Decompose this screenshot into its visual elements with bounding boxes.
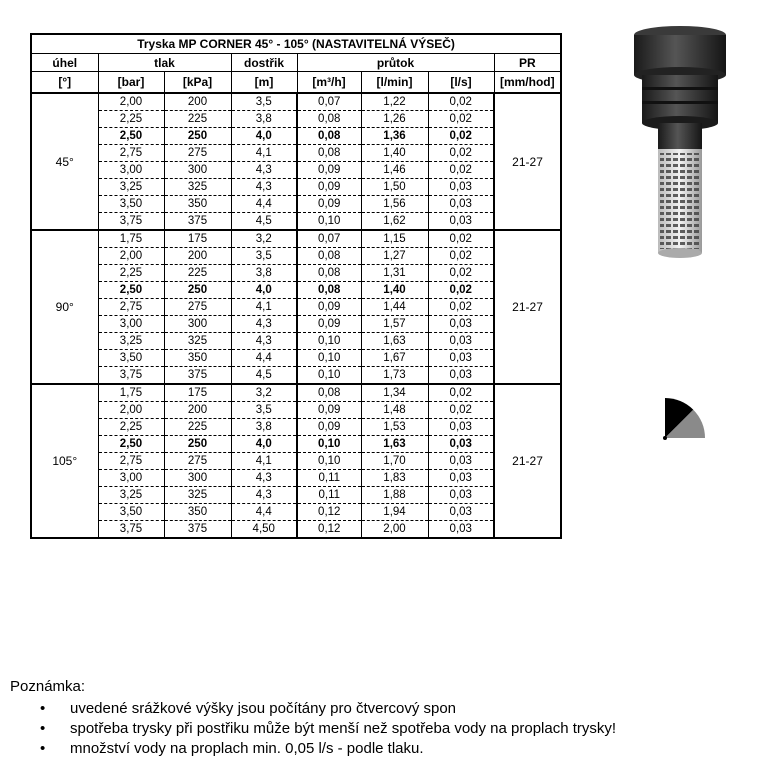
unit-m: [m] bbox=[231, 72, 297, 94]
flow-ls-cell: 0,02 bbox=[428, 111, 494, 128]
range-cell: 4,5 bbox=[231, 367, 297, 385]
table-row bbox=[31, 248, 561, 265]
range-cell: 3,2 bbox=[231, 384, 297, 402]
pressure-kpa-cell: 375 bbox=[164, 367, 231, 385]
note-item: • uvedené srážkové výšky jsou počítány pro čtvercový spon bbox=[10, 699, 616, 719]
flow-lmin-cell: 1,53 bbox=[361, 419, 428, 436]
flow-m3h-cell: 0,09 bbox=[297, 162, 361, 179]
range-cell: 4,1 bbox=[231, 299, 297, 316]
pressure-kpa-cell: 300 bbox=[164, 316, 231, 333]
header-pr: PR bbox=[494, 54, 561, 72]
pressure-bar-cell: 2,00 bbox=[98, 402, 164, 419]
pr-cell: 21-27 bbox=[494, 384, 561, 538]
flow-m3h-cell: 0,11 bbox=[297, 487, 361, 504]
flow-ls-cell: 0,02 bbox=[428, 265, 494, 282]
flow-lmin-cell: 1,15 bbox=[361, 230, 428, 248]
flow-ls-cell: 0,02 bbox=[428, 145, 494, 162]
flow-m3h-cell: 0,10 bbox=[297, 333, 361, 350]
range-cell: 4,0 bbox=[231, 436, 297, 453]
pressure-kpa-cell: 325 bbox=[164, 487, 231, 504]
unit-bar: [bar] bbox=[98, 72, 164, 94]
table-title: Tryska MP CORNER 45° - 105° (NASTAVITELNÁ VÝSEČ) bbox=[31, 34, 561, 54]
header-range: dostřik bbox=[231, 54, 297, 72]
table-row bbox=[31, 299, 561, 316]
flow-lmin-cell: 1,94 bbox=[361, 504, 428, 521]
flow-lmin-cell: 1,34 bbox=[361, 384, 428, 402]
range-cell: 3,8 bbox=[231, 419, 297, 436]
pressure-kpa-cell: 250 bbox=[164, 282, 231, 299]
pressure-bar-cell: 2,00 bbox=[98, 93, 164, 111]
flow-lmin-cell: 1,70 bbox=[361, 453, 428, 470]
range-cell: 4,1 bbox=[231, 453, 297, 470]
table-row bbox=[31, 128, 561, 145]
pressure-bar-cell: 3,75 bbox=[98, 521, 164, 539]
flow-ls-cell: 0,03 bbox=[428, 333, 494, 350]
table-row bbox=[31, 230, 561, 248]
flow-m3h-cell: 0,12 bbox=[297, 504, 361, 521]
pressure-kpa-cell: 200 bbox=[164, 93, 231, 111]
range-cell: 4,1 bbox=[231, 145, 297, 162]
flow-m3h-cell: 0,09 bbox=[297, 196, 361, 213]
angle-cell: 90° bbox=[31, 230, 98, 384]
table-row bbox=[31, 350, 561, 367]
pressure-bar-cell: 2,25 bbox=[98, 111, 164, 128]
flow-ls-cell: 0,03 bbox=[428, 453, 494, 470]
flow-ls-cell: 0,03 bbox=[428, 487, 494, 504]
unit-lmin: [l/min] bbox=[361, 72, 428, 94]
pressure-bar-cell: 2,75 bbox=[98, 453, 164, 470]
range-cell: 3,8 bbox=[231, 111, 297, 128]
pressure-kpa-cell: 225 bbox=[164, 265, 231, 282]
header-flow: průtok bbox=[297, 54, 494, 72]
table-row bbox=[31, 196, 561, 213]
note-item: • spotřeba trysky při postřiku může být menší než spotřeba vody na proplach trysky! bbox=[10, 719, 616, 739]
note-item: • množství vody na proplach min. 0,05 l/s - podle tlaku. bbox=[10, 739, 616, 759]
pressure-kpa-cell: 225 bbox=[164, 419, 231, 436]
flow-m3h-cell: 0,08 bbox=[297, 282, 361, 299]
note-heading: Poznámka: bbox=[10, 678, 86, 695]
pressure-kpa-cell: 325 bbox=[164, 333, 231, 350]
range-cell: 4,3 bbox=[231, 162, 297, 179]
flow-ls-cell: 0,03 bbox=[428, 213, 494, 231]
table-row bbox=[31, 419, 561, 436]
pressure-kpa-cell: 375 bbox=[164, 213, 231, 231]
flow-m3h-cell: 0,08 bbox=[297, 265, 361, 282]
pressure-bar-cell: 3,75 bbox=[98, 367, 164, 385]
flow-ls-cell: 0,02 bbox=[428, 93, 494, 111]
flow-lmin-cell: 1,40 bbox=[361, 282, 428, 299]
flow-lmin-cell: 1,88 bbox=[361, 487, 428, 504]
flow-lmin-cell: 1,83 bbox=[361, 470, 428, 487]
flow-lmin-cell: 1,36 bbox=[361, 128, 428, 145]
pressure-kpa-cell: 275 bbox=[164, 299, 231, 316]
pressure-kpa-cell: 325 bbox=[164, 179, 231, 196]
flow-m3h-cell: 0,08 bbox=[297, 128, 361, 145]
flow-m3h-cell: 0,11 bbox=[297, 470, 361, 487]
pressure-kpa-cell: 300 bbox=[164, 470, 231, 487]
flow-lmin-cell: 1,48 bbox=[361, 402, 428, 419]
flow-lmin-cell: 2,00 bbox=[361, 521, 428, 539]
flow-ls-cell: 0,02 bbox=[428, 230, 494, 248]
flow-m3h-cell: 0,10 bbox=[297, 213, 361, 231]
angle-cell: 45° bbox=[31, 93, 98, 230]
table-row bbox=[31, 282, 561, 299]
pressure-bar-cell: 2,50 bbox=[98, 128, 164, 145]
range-cell: 3,5 bbox=[231, 402, 297, 419]
pressure-kpa-cell: 250 bbox=[164, 128, 231, 145]
table-row bbox=[31, 402, 561, 419]
flow-lmin-cell: 1,63 bbox=[361, 436, 428, 453]
table-row bbox=[31, 162, 561, 179]
pressure-kpa-cell: 350 bbox=[164, 350, 231, 367]
range-cell: 3,8 bbox=[231, 265, 297, 282]
pressure-kpa-cell: 350 bbox=[164, 504, 231, 521]
flow-ls-cell: 0,03 bbox=[428, 367, 494, 385]
nozzle-spec-table bbox=[30, 33, 562, 539]
flow-lmin-cell: 1,26 bbox=[361, 111, 428, 128]
pr-cell: 21-27 bbox=[494, 93, 561, 230]
pressure-bar-cell: 2,75 bbox=[98, 145, 164, 162]
flow-ls-cell: 0,03 bbox=[428, 179, 494, 196]
pressure-bar-cell: 3,00 bbox=[98, 470, 164, 487]
flow-ls-cell: 0,03 bbox=[428, 470, 494, 487]
range-cell: 4,3 bbox=[231, 316, 297, 333]
flow-ls-cell: 0,02 bbox=[428, 162, 494, 179]
flow-ls-cell: 0,03 bbox=[428, 436, 494, 453]
pressure-kpa-cell: 350 bbox=[164, 196, 231, 213]
range-cell: 4,0 bbox=[231, 128, 297, 145]
table-row bbox=[31, 504, 561, 521]
table-row bbox=[31, 145, 561, 162]
range-cell: 3,5 bbox=[231, 93, 297, 111]
flow-m3h-cell: 0,10 bbox=[297, 367, 361, 385]
range-cell: 4,4 bbox=[231, 196, 297, 213]
flow-lmin-cell: 1,27 bbox=[361, 248, 428, 265]
table-row bbox=[31, 487, 561, 504]
pressure-bar-cell: 2,00 bbox=[98, 248, 164, 265]
unit-mmhod: [mm/hod] bbox=[494, 72, 561, 94]
flow-m3h-cell: 0,08 bbox=[297, 384, 361, 402]
pressure-kpa-cell: 200 bbox=[164, 402, 231, 419]
pressure-kpa-cell: 250 bbox=[164, 436, 231, 453]
pressure-kpa-cell: 300 bbox=[164, 162, 231, 179]
flow-lmin-cell: 1,67 bbox=[361, 350, 428, 367]
flow-m3h-cell: 0,07 bbox=[297, 93, 361, 111]
flow-ls-cell: 0,03 bbox=[428, 316, 494, 333]
flow-ls-cell: 0,02 bbox=[428, 248, 494, 265]
range-cell: 3,5 bbox=[231, 248, 297, 265]
pressure-bar-cell: 1,75 bbox=[98, 230, 164, 248]
flow-m3h-cell: 0,10 bbox=[297, 436, 361, 453]
flow-lmin-cell: 1,63 bbox=[361, 333, 428, 350]
pressure-bar-cell: 3,00 bbox=[98, 162, 164, 179]
range-cell: 4,5 bbox=[231, 213, 297, 231]
range-cell: 3,2 bbox=[231, 230, 297, 248]
flow-m3h-cell: 0,10 bbox=[297, 350, 361, 367]
flow-m3h-cell: 0,09 bbox=[297, 419, 361, 436]
pressure-bar-cell: 3,25 bbox=[98, 487, 164, 504]
header-pressure: tlak bbox=[98, 54, 231, 72]
flow-ls-cell: 0,02 bbox=[428, 402, 494, 419]
range-cell: 4,3 bbox=[231, 487, 297, 504]
pressure-bar-cell: 2,50 bbox=[98, 282, 164, 299]
flow-m3h-cell: 0,12 bbox=[297, 521, 361, 539]
pressure-bar-cell: 3,75 bbox=[98, 213, 164, 231]
sprinkler-nozzle-photo-icon bbox=[630, 25, 730, 260]
flow-lmin-cell: 1,50 bbox=[361, 179, 428, 196]
flow-lmin-cell: 1,46 bbox=[361, 162, 428, 179]
pressure-bar-cell: 2,50 bbox=[98, 436, 164, 453]
flow-m3h-cell: 0,10 bbox=[297, 453, 361, 470]
flow-lmin-cell: 1,31 bbox=[361, 265, 428, 282]
table-row bbox=[31, 93, 561, 111]
pressure-bar-cell: 3,25 bbox=[98, 333, 164, 350]
table-row bbox=[31, 333, 561, 350]
flow-m3h-cell: 0,08 bbox=[297, 248, 361, 265]
pressure-bar-cell: 2,75 bbox=[98, 299, 164, 316]
pressure-kpa-cell: 225 bbox=[164, 111, 231, 128]
pressure-bar-cell: 1,75 bbox=[98, 384, 164, 402]
table-row bbox=[31, 470, 561, 487]
flow-ls-cell: 0,03 bbox=[428, 350, 494, 367]
table-row bbox=[31, 179, 561, 196]
range-cell: 4,4 bbox=[231, 350, 297, 367]
flow-lmin-cell: 1,56 bbox=[361, 196, 428, 213]
spray-sector-icon bbox=[655, 395, 715, 445]
table-row bbox=[31, 384, 561, 402]
flow-m3h-cell: 0,09 bbox=[297, 402, 361, 419]
flow-ls-cell: 0,02 bbox=[428, 299, 494, 316]
unit-m3h: [m³/h] bbox=[297, 72, 361, 94]
flow-lmin-cell: 1,62 bbox=[361, 213, 428, 231]
pressure-kpa-cell: 175 bbox=[164, 230, 231, 248]
flow-lmin-cell: 1,73 bbox=[361, 367, 428, 385]
pressure-bar-cell: 3,50 bbox=[98, 504, 164, 521]
table-row bbox=[31, 316, 561, 333]
flow-ls-cell: 0,03 bbox=[428, 419, 494, 436]
flow-m3h-cell: 0,09 bbox=[297, 179, 361, 196]
table-row bbox=[31, 265, 561, 282]
flow-m3h-cell: 0,09 bbox=[297, 299, 361, 316]
note-section bbox=[10, 677, 616, 759]
flow-lmin-cell: 1,22 bbox=[361, 93, 428, 111]
range-cell: 4,3 bbox=[231, 333, 297, 350]
unit-ls: [l/s] bbox=[428, 72, 494, 94]
header-angle: úhel bbox=[31, 54, 98, 72]
note-list bbox=[10, 699, 616, 759]
flow-ls-cell: 0,02 bbox=[428, 384, 494, 402]
pressure-kpa-cell: 275 bbox=[164, 453, 231, 470]
unit-kpa: [kPa] bbox=[164, 72, 231, 94]
pressure-bar-cell: 3,00 bbox=[98, 316, 164, 333]
flow-lmin-cell: 1,44 bbox=[361, 299, 428, 316]
pressure-bar-cell: 2,25 bbox=[98, 265, 164, 282]
table-row bbox=[31, 521, 561, 539]
pressure-kpa-cell: 200 bbox=[164, 248, 231, 265]
table-row bbox=[31, 453, 561, 470]
flow-lmin-cell: 1,40 bbox=[361, 145, 428, 162]
pr-cell: 21-27 bbox=[494, 230, 561, 384]
flow-lmin-cell: 1,57 bbox=[361, 316, 428, 333]
flow-ls-cell: 0,03 bbox=[428, 504, 494, 521]
pressure-bar-cell: 2,25 bbox=[98, 419, 164, 436]
pressure-kpa-cell: 375 bbox=[164, 521, 231, 539]
range-cell: 4,4 bbox=[231, 504, 297, 521]
pressure-kpa-cell: 175 bbox=[164, 384, 231, 402]
table-row bbox=[31, 436, 561, 453]
flow-ls-cell: 0,03 bbox=[428, 196, 494, 213]
table-row bbox=[31, 367, 561, 385]
angle-cell: 105° bbox=[31, 384, 98, 538]
flow-ls-cell: 0,02 bbox=[428, 282, 494, 299]
table-row bbox=[31, 213, 561, 231]
range-cell: 4,3 bbox=[231, 470, 297, 487]
unit-angle: [°] bbox=[31, 72, 98, 94]
flow-m3h-cell: 0,08 bbox=[297, 145, 361, 162]
flow-m3h-cell: 0,07 bbox=[297, 230, 361, 248]
pressure-bar-cell: 3,50 bbox=[98, 196, 164, 213]
range-cell: 4,0 bbox=[231, 282, 297, 299]
pressure-bar-cell: 3,50 bbox=[98, 350, 164, 367]
pressure-bar-cell: 3,25 bbox=[98, 179, 164, 196]
range-cell: 4,50 bbox=[231, 521, 297, 539]
flow-m3h-cell: 0,09 bbox=[297, 316, 361, 333]
flow-ls-cell: 0,02 bbox=[428, 128, 494, 145]
pressure-kpa-cell: 275 bbox=[164, 145, 231, 162]
table-row bbox=[31, 111, 561, 128]
flow-m3h-cell: 0,08 bbox=[297, 111, 361, 128]
flow-ls-cell: 0,03 bbox=[428, 521, 494, 539]
range-cell: 4,3 bbox=[231, 179, 297, 196]
